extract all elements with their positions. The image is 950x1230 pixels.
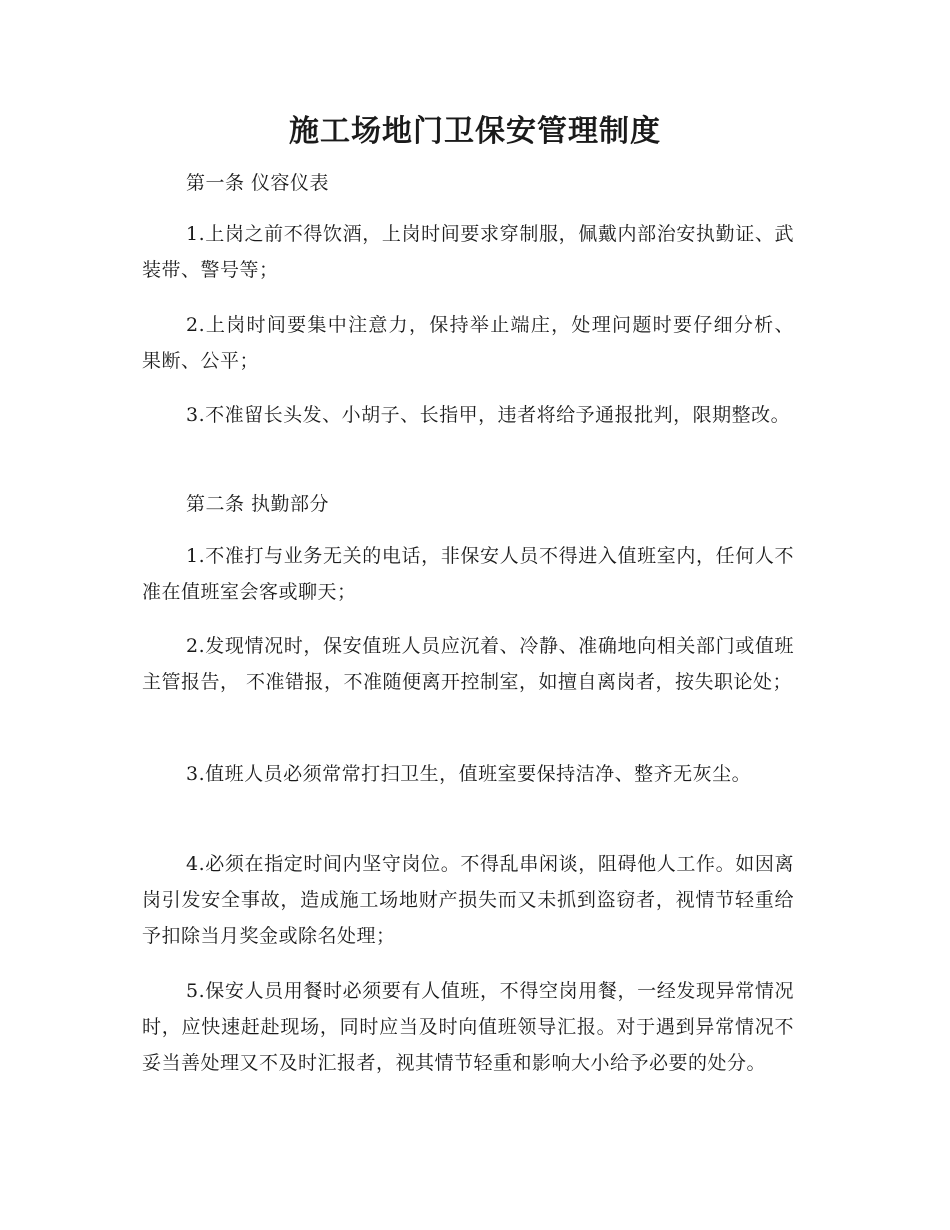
section-2-item-2: 2.发现情况时，保安值班人员应沉着、冷静、准确地向相关部门或值班主管报告， 不准错报，不准随便离开控制室，如擅自离岗者，按失职论处； <box>142 635 794 693</box>
section-1-item-2: 2.上岗时间要集中注意力，保持举止端庄，处理问题时要仔细分析、 果断、公平； <box>142 314 794 372</box>
section-2-item-1: 1.不准打与业务无关的电话，非保安人员不得进入值班室内，任何人不准在值班室会客或聊天； <box>142 545 794 603</box>
section-1-item-1: 1.上岗之前不得饮酒，上岗时间要求穿制服，佩戴内部治安执勤证、武装带、警号等； <box>142 223 794 281</box>
section-2-item-5: 5.保安人员用餐时必须要有人值班，不得空岗用餐，一经发现异常情况时，应快速赶赴现场，同时应当及时向值班领导汇报。对于遇到异常情况不妥当善处理又不及时汇报者，视其情节轻重和影响大小给予必要的处分。 <box>142 980 794 1074</box>
section-1-heading: 第一条 仪容仪表 <box>186 172 330 194</box>
section-2-item-3: 3.值班人员必须常常打扫卫生，值班室要保持洁净、整齐无灰尘。 <box>186 763 752 785</box>
page-title: 施工场地门卫保安管理制度 <box>289 114 661 149</box>
section-1-item-3: 3.不准留长头发、小胡子、长指甲，违者将给予通报批判，限期整改。 <box>186 404 791 426</box>
section-2-heading: 第二条 执勤部分 <box>186 493 330 515</box>
section-2-item-4: 4.必须在指定时间内坚守岗位。不得乱串闲谈，阻碍他人工作。如因离岗引发安全事故，造成施工场地财产损失而又未抓到盗窃者，视情节轻重给予扣除当月奖金或除名处理； <box>142 853 794 947</box>
